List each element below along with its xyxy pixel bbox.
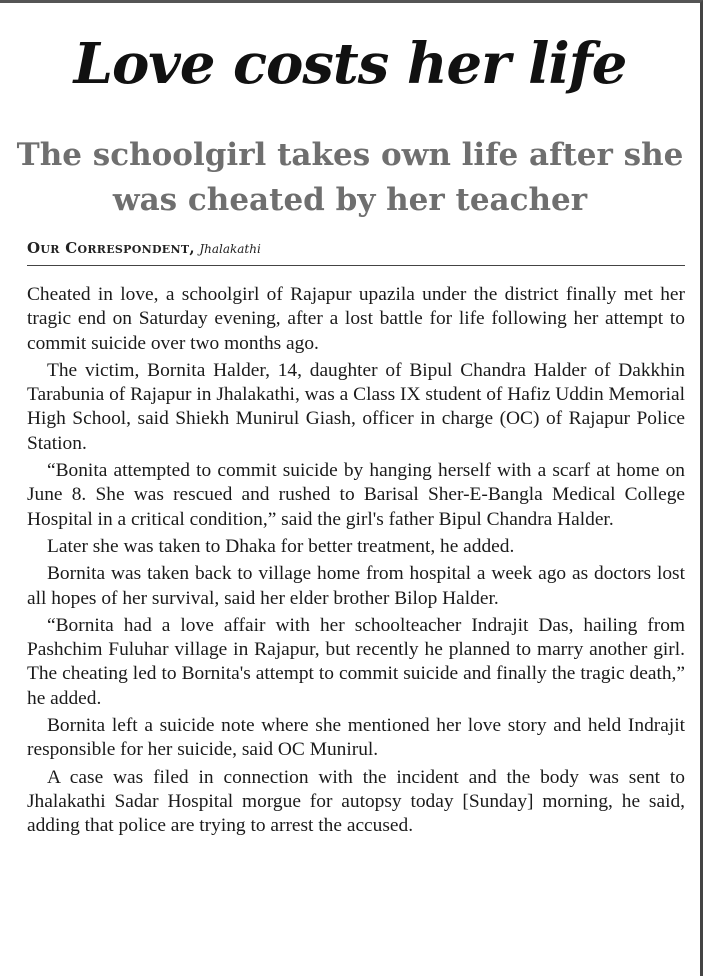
article-paragraph: The victim, Bornita Halder, 14, daughter of Bipul Chandra Halder of Dakkhin Tarabunia of Rajapur in Jhalakathi, was a Class IX student of Hafiz Uddin Memorial High School, said Shiekh Munirul Giash, officer in charge (OC) of Rajapur Police Station. [27,359,685,454]
headline: Love costs her life [73,31,627,97]
byline-author: Our Correspondent, [27,239,195,257]
article-paragraph: “Bonita attempted to commit suicide by hanging herself with a scarf at home on June 8. She was rescued and rushed to Barisal Sher-E-Bangla Medical College Hospital in a critical condition,” said the girl's father Bipul Chandra Halder. [27,460,685,530]
subheadline: The schoolgirl takes own life after she was cheated by her teacher [16,137,684,218]
article-paragraph: A case was filed in connection with the incident and the body was sent to Jhalakathi Sadar Hospital morgue for autopsy today [Sunday] morning, he said, adding that police are trying to arrest the accused. [27,766,685,837]
article-paragraph: Later she was taken to Dhaka for better treatment, he added. [47,535,515,557]
article-body [27,283,685,842]
article-paragraph: “Bornita had a love affair with her schoolteacher Indrajit Das, hailing from Pashchim Fuluhar village in Rajapur, but recently he planned to marry another girl. The cheating led to Bornita's attempt to commit suicide and finally the tragic death,” he added. [27,614,685,709]
article-paragraph: Bornita was taken back to village home from hospital a week ago as doctors lost all hopes of her survival, said her elder brother Bilop Halder. [27,563,685,609]
byline [27,239,261,257]
article-paragraph: Cheated in love, a schoolgirl of Rajapur upazila under the district finally met her tragic end on Saturday evening, after a lost battle for life following her attempt to commit suicide over two months ago. [27,284,685,354]
article-paragraph: Bornita left a suicide note where she mentioned her love story and held Indrajit responsible for her suicide, said OC Munirul. [27,715,685,761]
byline-divider [27,265,685,266]
byline-location: Jhalakathi [199,242,261,256]
